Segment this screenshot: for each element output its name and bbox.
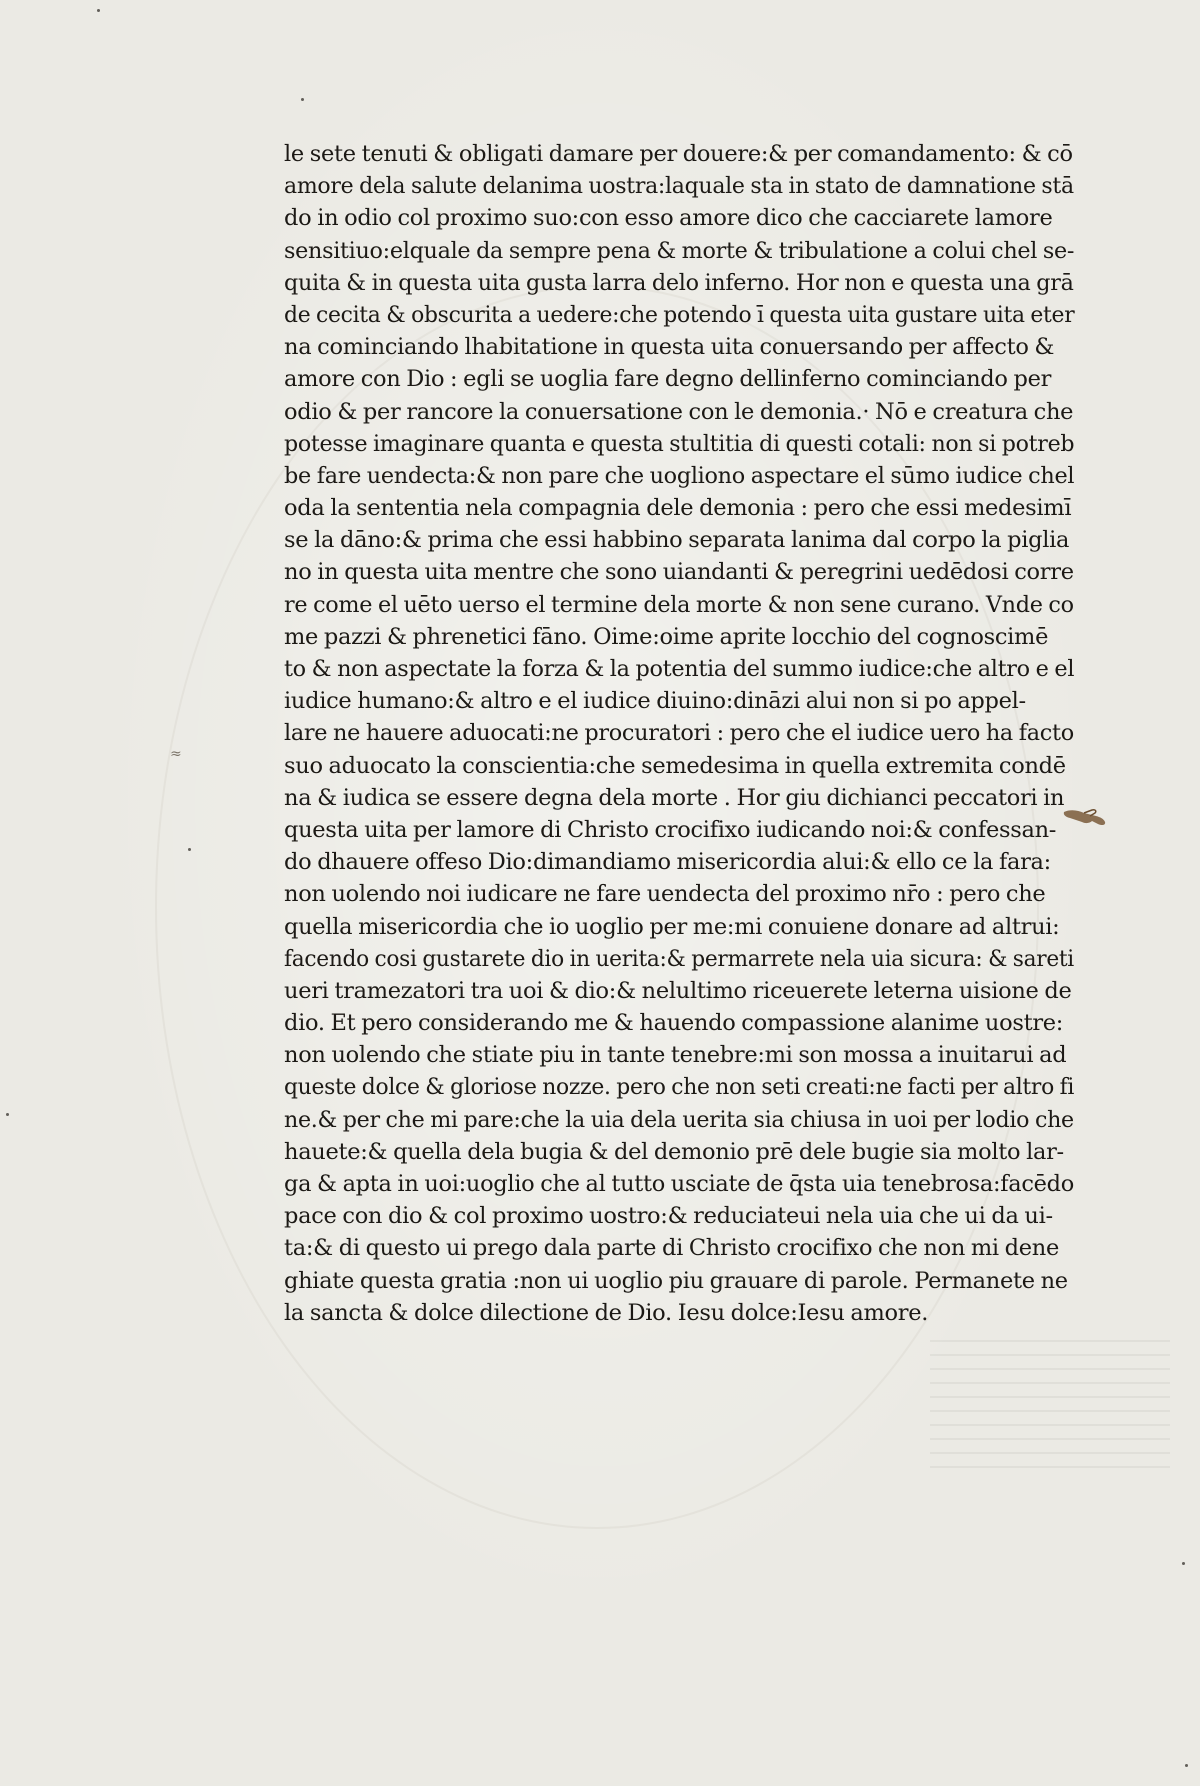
text-line: odio & per rancore la conuersatione con le demonia.· Nō e creatura che bbox=[284, 398, 1074, 425]
text-line: se la dāno:& prima che essi habbino separata lanima dal corpo la piglia bbox=[284, 527, 1070, 554]
text-line: ueri tramezatori tra uoi & dio:& nelultimo riceuerete leterna uisione de bbox=[284, 977, 1072, 1004]
paper-speck bbox=[301, 98, 304, 101]
text-line: amore dela salute delanima uostra:laquale sta in stato de damnatione stā bbox=[284, 173, 1074, 200]
text-line: oda la sententia nela compagnia dele demonia : pero che essi medesimī bbox=[284, 495, 1072, 522]
text-line: do in odio col proximo suo:con esso amore dico che cacciarete lamore bbox=[284, 205, 1053, 232]
text-line: potesse imaginare quanta e questa stultitia di questi cotali: non si potreb bbox=[284, 430, 1075, 457]
text-line: do dhauere offeso Dio:dimandiamo misericordia alui:& ello ce la fara: bbox=[284, 849, 1051, 876]
text-line: to & non aspectate la forza & la potentia del summo iudice:che altro e el bbox=[284, 656, 1075, 682]
paper-speck bbox=[6, 1113, 9, 1116]
text-line: non uolendo noi iudicare ne fare uendecta del proximo nr̄o : pero che bbox=[284, 881, 1046, 908]
text-line: ta:& di questo ui prego dala parte di Christo crocifixo che non mi dene bbox=[284, 1235, 1059, 1262]
text-line: suo aduocato la conscientia:che semedesima in quella extremita condē bbox=[284, 752, 1066, 779]
text-line: hauete:& quella dela bugia & del demonio prē dele bugie sia molto lar- bbox=[284, 1138, 1064, 1165]
text-line: la sancta & dolce dilectione de Dio. Iesu dolce:Iesu amore. bbox=[284, 1299, 929, 1326]
text-line: me pazzi & phrenetici fāno. Oime:oime aprite locchio del cognoscimē bbox=[284, 623, 1049, 650]
text-line: na cominciando lhabitatione in questa uita conuersando per affecto & bbox=[284, 334, 1055, 361]
text-line: questa uita per lamore di Christo crocifixo iudicando noi:& confessan- bbox=[284, 816, 1057, 843]
letter-text bbox=[284, 138, 1084, 1329]
text-line: lare ne hauere aduocati:ne procuratori : pero che el iudice uero ha facto bbox=[284, 720, 1074, 747]
paper-speck bbox=[1185, 1764, 1188, 1767]
text-line: ga & apta in uoi:uoglio che al tutto usciate de q̄sta uia tenebrosa:facēdo bbox=[284, 1171, 1074, 1197]
text-line: le sete tenuti & obligati damare per douere:& per comandamento: & cō bbox=[284, 141, 1073, 167]
text-line: facendo cosi gustarete dio in uerita:& permarrete nela uia sicura: & sareti bbox=[284, 945, 1074, 972]
text-line: non uolendo che stiate piu in tante tenebre:mi son mossa a inuitarui ad bbox=[284, 1042, 1067, 1069]
paper-speck bbox=[1182, 1562, 1185, 1565]
text-line: de cecita & obscurita a uedere:che potendo ī questa uita gustare uita eter bbox=[284, 301, 1075, 328]
text-line: sensitiuo:elquale da sempre pena & morte & tribulatione a colui chel se- bbox=[284, 237, 1075, 264]
text-line: na & iudica se essere degna dela morte . Hor giu dichianci peccatori in bbox=[284, 784, 1065, 811]
text-line: quella misericordia che io uoglio per me:mi conuiene donare ad altrui: bbox=[284, 913, 1060, 940]
text-line: ghiate questa gratia :non ui uoglio piu grauare di parole. Permanete ne bbox=[284, 1267, 1068, 1294]
text-line: amore con Dio : egli se uoglia fare degno dellinferno cominciando per bbox=[284, 366, 1052, 393]
margin-mark: ≈ bbox=[170, 746, 182, 762]
text-line: be fare uendecta:& non pare che uogliono aspectare el sūmo iudice chel bbox=[284, 462, 1075, 489]
paper-speck bbox=[188, 848, 191, 851]
text-line: no in questa uita mentre che sono uiandanti & peregrini uedēdosi corre bbox=[284, 559, 1074, 586]
text-line: pace con dio & col proximo uostro:& reduciateui nela uia che ui da ui- bbox=[284, 1203, 1053, 1230]
text-line: dio. Et pero considerando me & hauendo compassione alanime uostre: bbox=[284, 1010, 1064, 1037]
text-line: iudice humano:& altro e el iudice diuino:dināzi alui non si po appel- bbox=[284, 688, 1026, 715]
text-line: quita & in questa uita gusta larra delo inferno. Hor non e questa una grā bbox=[284, 269, 1074, 296]
text-line: re come el uēto uerso el termine dela morte & non sene curano. Vnde co bbox=[284, 591, 1074, 618]
paper-speck bbox=[97, 9, 100, 12]
text-line: ne.& per che mi pare:che la uia dela uerita sia chiusa in uoi per lodio che bbox=[284, 1106, 1074, 1133]
offset-print-ghost bbox=[930, 1340, 1170, 1480]
text-line: queste dolce & gloriose nozze. pero che non seti creati:ne facti per altro fi bbox=[284, 1074, 1075, 1101]
